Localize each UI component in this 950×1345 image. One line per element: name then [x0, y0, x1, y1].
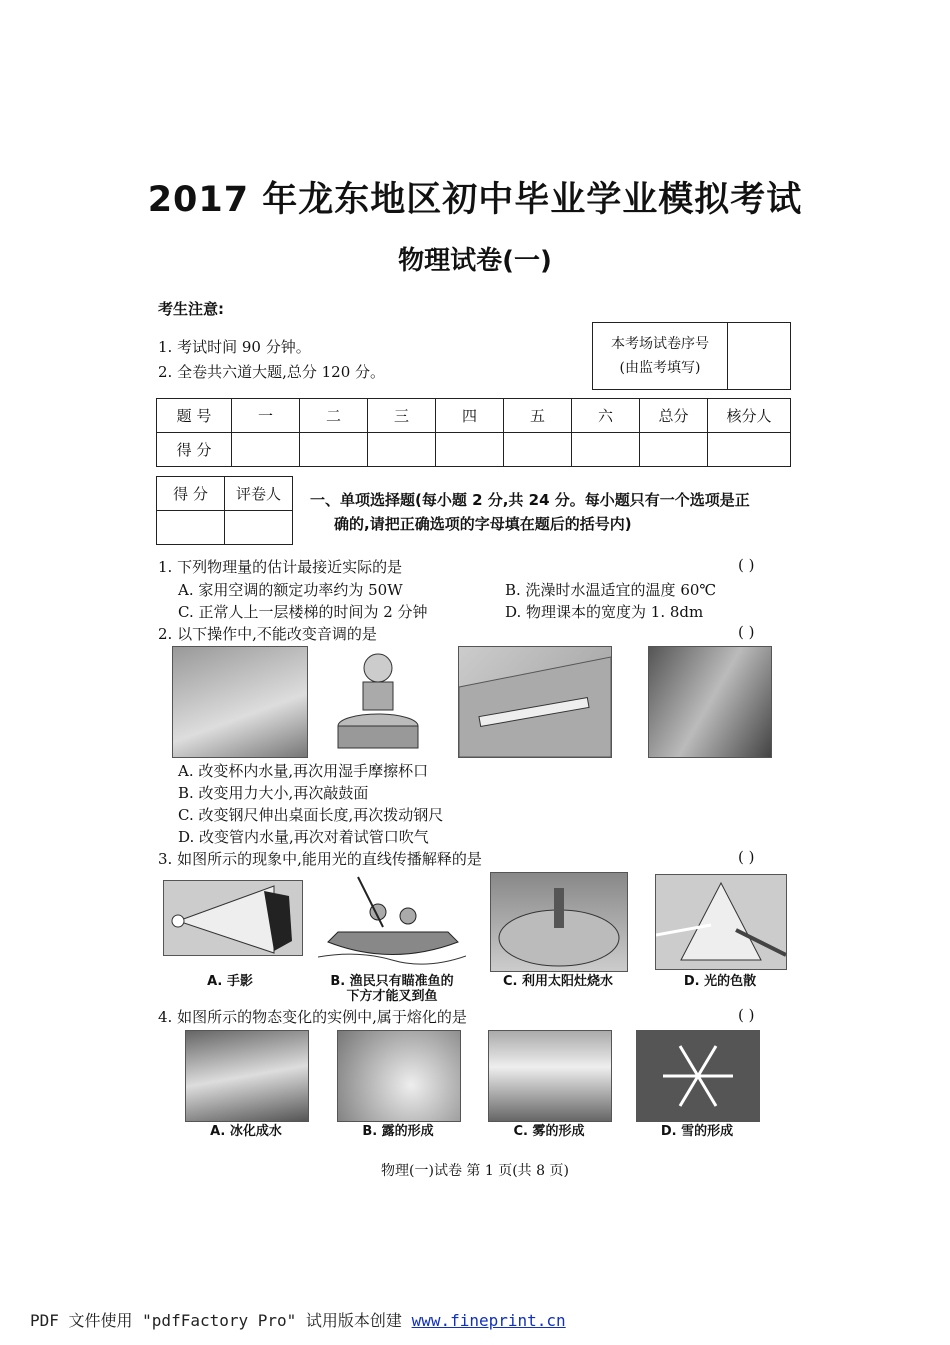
question-1-option-d: D. 物理课本的宽度为 1. 8dm [505, 603, 704, 621]
prism-dispersion-image [655, 874, 787, 970]
notice-item: 1. 考试时间 90 分钟。 [158, 338, 311, 356]
hand-shadow-image [163, 880, 303, 956]
q4-caption-d: D. 雪的形成 [660, 1124, 734, 1139]
seq-number-field[interactable] [728, 323, 791, 390]
section1-line2: 确的,请把正确选项的字母填在题后的括号内) [334, 515, 632, 533]
question-1-option-c: C. 正常人上一层楼梯的时间为 2 分钟 [178, 603, 428, 621]
ruler-desk-image [458, 646, 612, 758]
fog-photo [488, 1030, 612, 1122]
question-2-stem: 2. 以下操作中,不能改变音调的是 [158, 625, 377, 643]
question-1-option-b: B. 洗澡时水温适宜的温度 60℃ [505, 581, 717, 599]
notice-item: 2. 全卷共六道大题,总分 120 分。 [158, 363, 386, 381]
score-header: 题 号 [157, 399, 232, 433]
q3-caption-c: C. 利用太阳灶烧水 [502, 974, 613, 989]
question-1-option-a: A. 家用空调的额定功率约为 50W [178, 581, 403, 599]
question-2-option-d: D. 改变管内水量,再次对着试管口吹气 [178, 828, 429, 846]
question-2-option-c: C. 改变钢尺伸出桌面长度,再次拨动钢尺 [178, 806, 444, 824]
question-4-stem: 4. 如图所示的物态变化的实例中,属于熔化的是 [158, 1008, 467, 1026]
section1-line1: 一、单项选择题(每小题 2 分,共 24 分。每小题只有一个选项是正 [310, 491, 750, 509]
wine-glass-photo [172, 646, 308, 758]
page-footer: 物理(一)试卷 第 1 页(共 8 页) [381, 1163, 569, 1179]
grader-name-label: 评卷人 [225, 477, 293, 511]
score-header: 五 [504, 399, 572, 433]
grader-score-label: 得 分 [157, 477, 225, 511]
seq-number-label [593, 323, 728, 390]
ruler-icon [459, 647, 611, 757]
q3-caption-d: D. 光的色散 [683, 974, 757, 989]
solar-cooker-icon [491, 873, 627, 971]
score-header: 三 [368, 399, 436, 433]
boat-icon [318, 872, 466, 970]
score-cell[interactable] [504, 433, 572, 467]
q4-caption-c: C. 雾的形成 [513, 1124, 585, 1139]
q4-caption-a: A. 冰化成水 [210, 1124, 282, 1139]
score-header: 总分 [640, 399, 708, 433]
score-table [156, 398, 791, 467]
section1-instructions [310, 488, 800, 536]
q3-caption-b-line2: 下方才能叉到鱼 [346, 989, 438, 1004]
score-row-label: 得 分 [157, 433, 232, 467]
seq-label-line2: (由监考填写) [619, 360, 701, 376]
snowflake-icon [637, 1031, 759, 1121]
drum-cartoon-image [328, 646, 428, 756]
melting-ice-photo [185, 1030, 309, 1122]
score-cell[interactable] [232, 433, 300, 467]
hand-shadow-icon [164, 881, 302, 955]
seq-number-box [592, 322, 791, 390]
answer-blank-3[interactable]: ( ) [738, 848, 755, 866]
question-2-option-a: A. 改变杯内水量,再次用湿手摩擦杯口 [178, 762, 429, 780]
prism-icon [656, 875, 786, 969]
q3-caption-b: B. 渔民只有瞄准鱼的 [330, 974, 454, 989]
question-2-option-b: B. 改变用力大小,再次敲鼓面 [178, 784, 369, 802]
fineprint-link[interactable]: www.fineprint.cn [411, 1311, 566, 1330]
fisherman-image [318, 872, 466, 970]
q3-caption-a: A. 手影 [207, 974, 253, 989]
score-cell[interactable] [300, 433, 368, 467]
score-header: 六 [572, 399, 640, 433]
dew-drop-photo [337, 1030, 461, 1122]
answer-blank-1[interactable]: ( ) [738, 556, 755, 574]
score-cell[interactable] [572, 433, 640, 467]
question-1-stem: 1. 下列物理量的估计最接近实际的是 [158, 558, 403, 576]
score-cell[interactable] [436, 433, 504, 467]
grader-score-field[interactable] [157, 511, 225, 545]
score-header: 核分人 [708, 399, 791, 433]
drum-cartoon-icon [328, 646, 428, 756]
seq-label-line1: 本考场试卷序号 [611, 336, 709, 352]
answer-blank-4[interactable]: ( ) [738, 1006, 755, 1024]
score-cell[interactable] [640, 433, 708, 467]
exam-title: 2017 年龙东地区初中毕业学业模拟考试 [147, 180, 803, 220]
q4-caption-b: B. 露的形成 [362, 1124, 434, 1139]
solar-cooker-image [490, 872, 628, 972]
score-header: 四 [436, 399, 504, 433]
pdf-watermark-bar [30, 1308, 566, 1331]
question-3-stem: 3. 如图所示的现象中,能用光的直线传播解释的是 [158, 850, 482, 868]
grader-name-field[interactable] [225, 511, 293, 545]
score-cell[interactable] [708, 433, 791, 467]
notice-heading: 考生注意: [158, 300, 224, 318]
grader-box [156, 476, 293, 545]
answer-blank-2[interactable]: ( ) [738, 623, 755, 641]
exam-subtitle: 物理试卷(一) [398, 246, 552, 276]
score-header: 二 [300, 399, 368, 433]
score-header: 一 [232, 399, 300, 433]
snowflake-photo [636, 1030, 760, 1122]
test-tube-girl-photo [648, 646, 772, 758]
pdf-watermark-text: PDF 文件使用 "pdfFactory Pro" 试用版本创建 [30, 1311, 412, 1330]
score-cell[interactable] [368, 433, 436, 467]
